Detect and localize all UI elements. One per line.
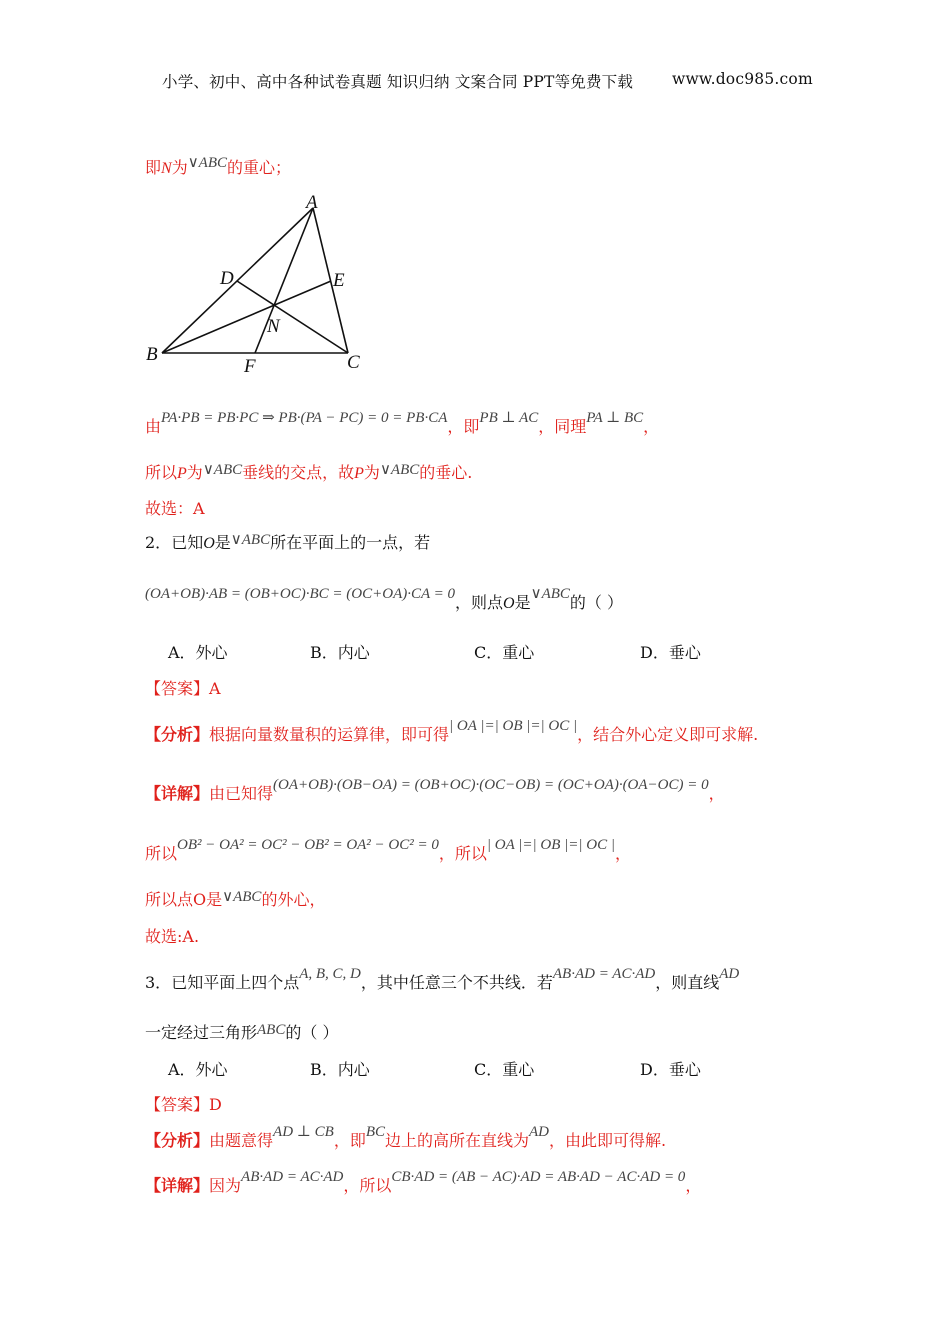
q3-option-b[interactable]: B．内心 <box>310 1060 370 1079</box>
q2-option-d[interactable]: D．垂心 <box>640 643 701 662</box>
q2-conclusion: 所以点O是∨ABC的外心， <box>145 889 326 909</box>
q3-analysis: 【分析】由题意得AD ⊥ CB，即BC边上的高所在直线为AD，由此即可得解. <box>145 1124 667 1150</box>
q2-option-b[interactable]: B．内心 <box>310 643 370 662</box>
q3-option-c[interactable]: C．重心 <box>474 1060 535 1079</box>
label-e: E <box>333 270 345 291</box>
choice-1: 故选：A <box>145 499 205 518</box>
header-url: www.doc985.com <box>672 70 813 88</box>
q2-option-a[interactable]: A．外心 <box>168 643 228 662</box>
label-b: B <box>146 344 158 365</box>
q2-option-c[interactable]: C．重心 <box>474 643 535 662</box>
median-af <box>255 208 313 353</box>
q2-stem-line1: 2．已知O是∨ABC所在平面上的一点，若 <box>145 532 431 552</box>
q2-answer: 【答案】A <box>145 679 221 698</box>
q3-answer: 【答案】D <box>145 1095 222 1114</box>
q2-stem-line2: (OA+OB)·AB = (OB+OC)·BC = (OC+OA)·CA = 0，则点O是∨ABC的（ ） <box>145 586 623 612</box>
median-be <box>162 281 331 353</box>
q2-so-line: 所以OB² − OA² = OC² − OB² = OA² − OC² = 0，所以| OA |=| OB |=| OC |， <box>145 837 631 863</box>
centroid-line: 即N为∨ABC的重心； <box>145 155 292 177</box>
dot-product-line: 由PA·PB = PB·PC ⇒ PB·(PA − PC) = 0 = PB·CA，即PB ⊥ AC，同理PA ⊥ BC， <box>145 410 660 436</box>
orthocenter-line: 所以P为∨ABC垂线的交点，故P为∨ABC的垂心. <box>145 462 473 482</box>
q3-stem-line1: 3．已知平面上四个点A, B, C, D，其中任意三个不共线．若AB·AD = AC·AD，则直线AD <box>145 966 740 992</box>
label-d: D <box>220 268 234 289</box>
label-f: F <box>244 356 256 377</box>
triangle-figure <box>140 188 380 378</box>
label-a: A <box>306 192 318 213</box>
q2-analysis: 【分析】根据向量数量积的运算律，即可得| OA |=| OB |=| OC |，结合外心定义即可求解. <box>145 718 759 744</box>
q3-stem-line2: 一定经过三角形ABC的（ ） <box>145 1022 339 1042</box>
label-n: N <box>267 316 280 337</box>
label-c: C <box>347 352 360 373</box>
q3-detail: 【详解】因为AB·AD = AC·AD，所以CB·AD = (AB − AC)·AD = AB·AD − AC·AD = 0， <box>145 1169 702 1195</box>
q2-detail: 【详解】由已知得(OA+OB)·(OB−OA) = (OB+OC)·(OC−OB) = (OC+OA)·(OA−OC) = 0， <box>145 777 725 803</box>
median-cd <box>237 281 348 353</box>
q3-option-d[interactable]: D．垂心 <box>640 1060 701 1079</box>
q3-option-a[interactable]: A．外心 <box>168 1060 228 1079</box>
q2-choice: 故选:A. <box>145 927 200 946</box>
header-left: 小学、初中、高中各种试卷真题 知识归纳 文案合同 PPT等免费下载 <box>162 73 634 91</box>
